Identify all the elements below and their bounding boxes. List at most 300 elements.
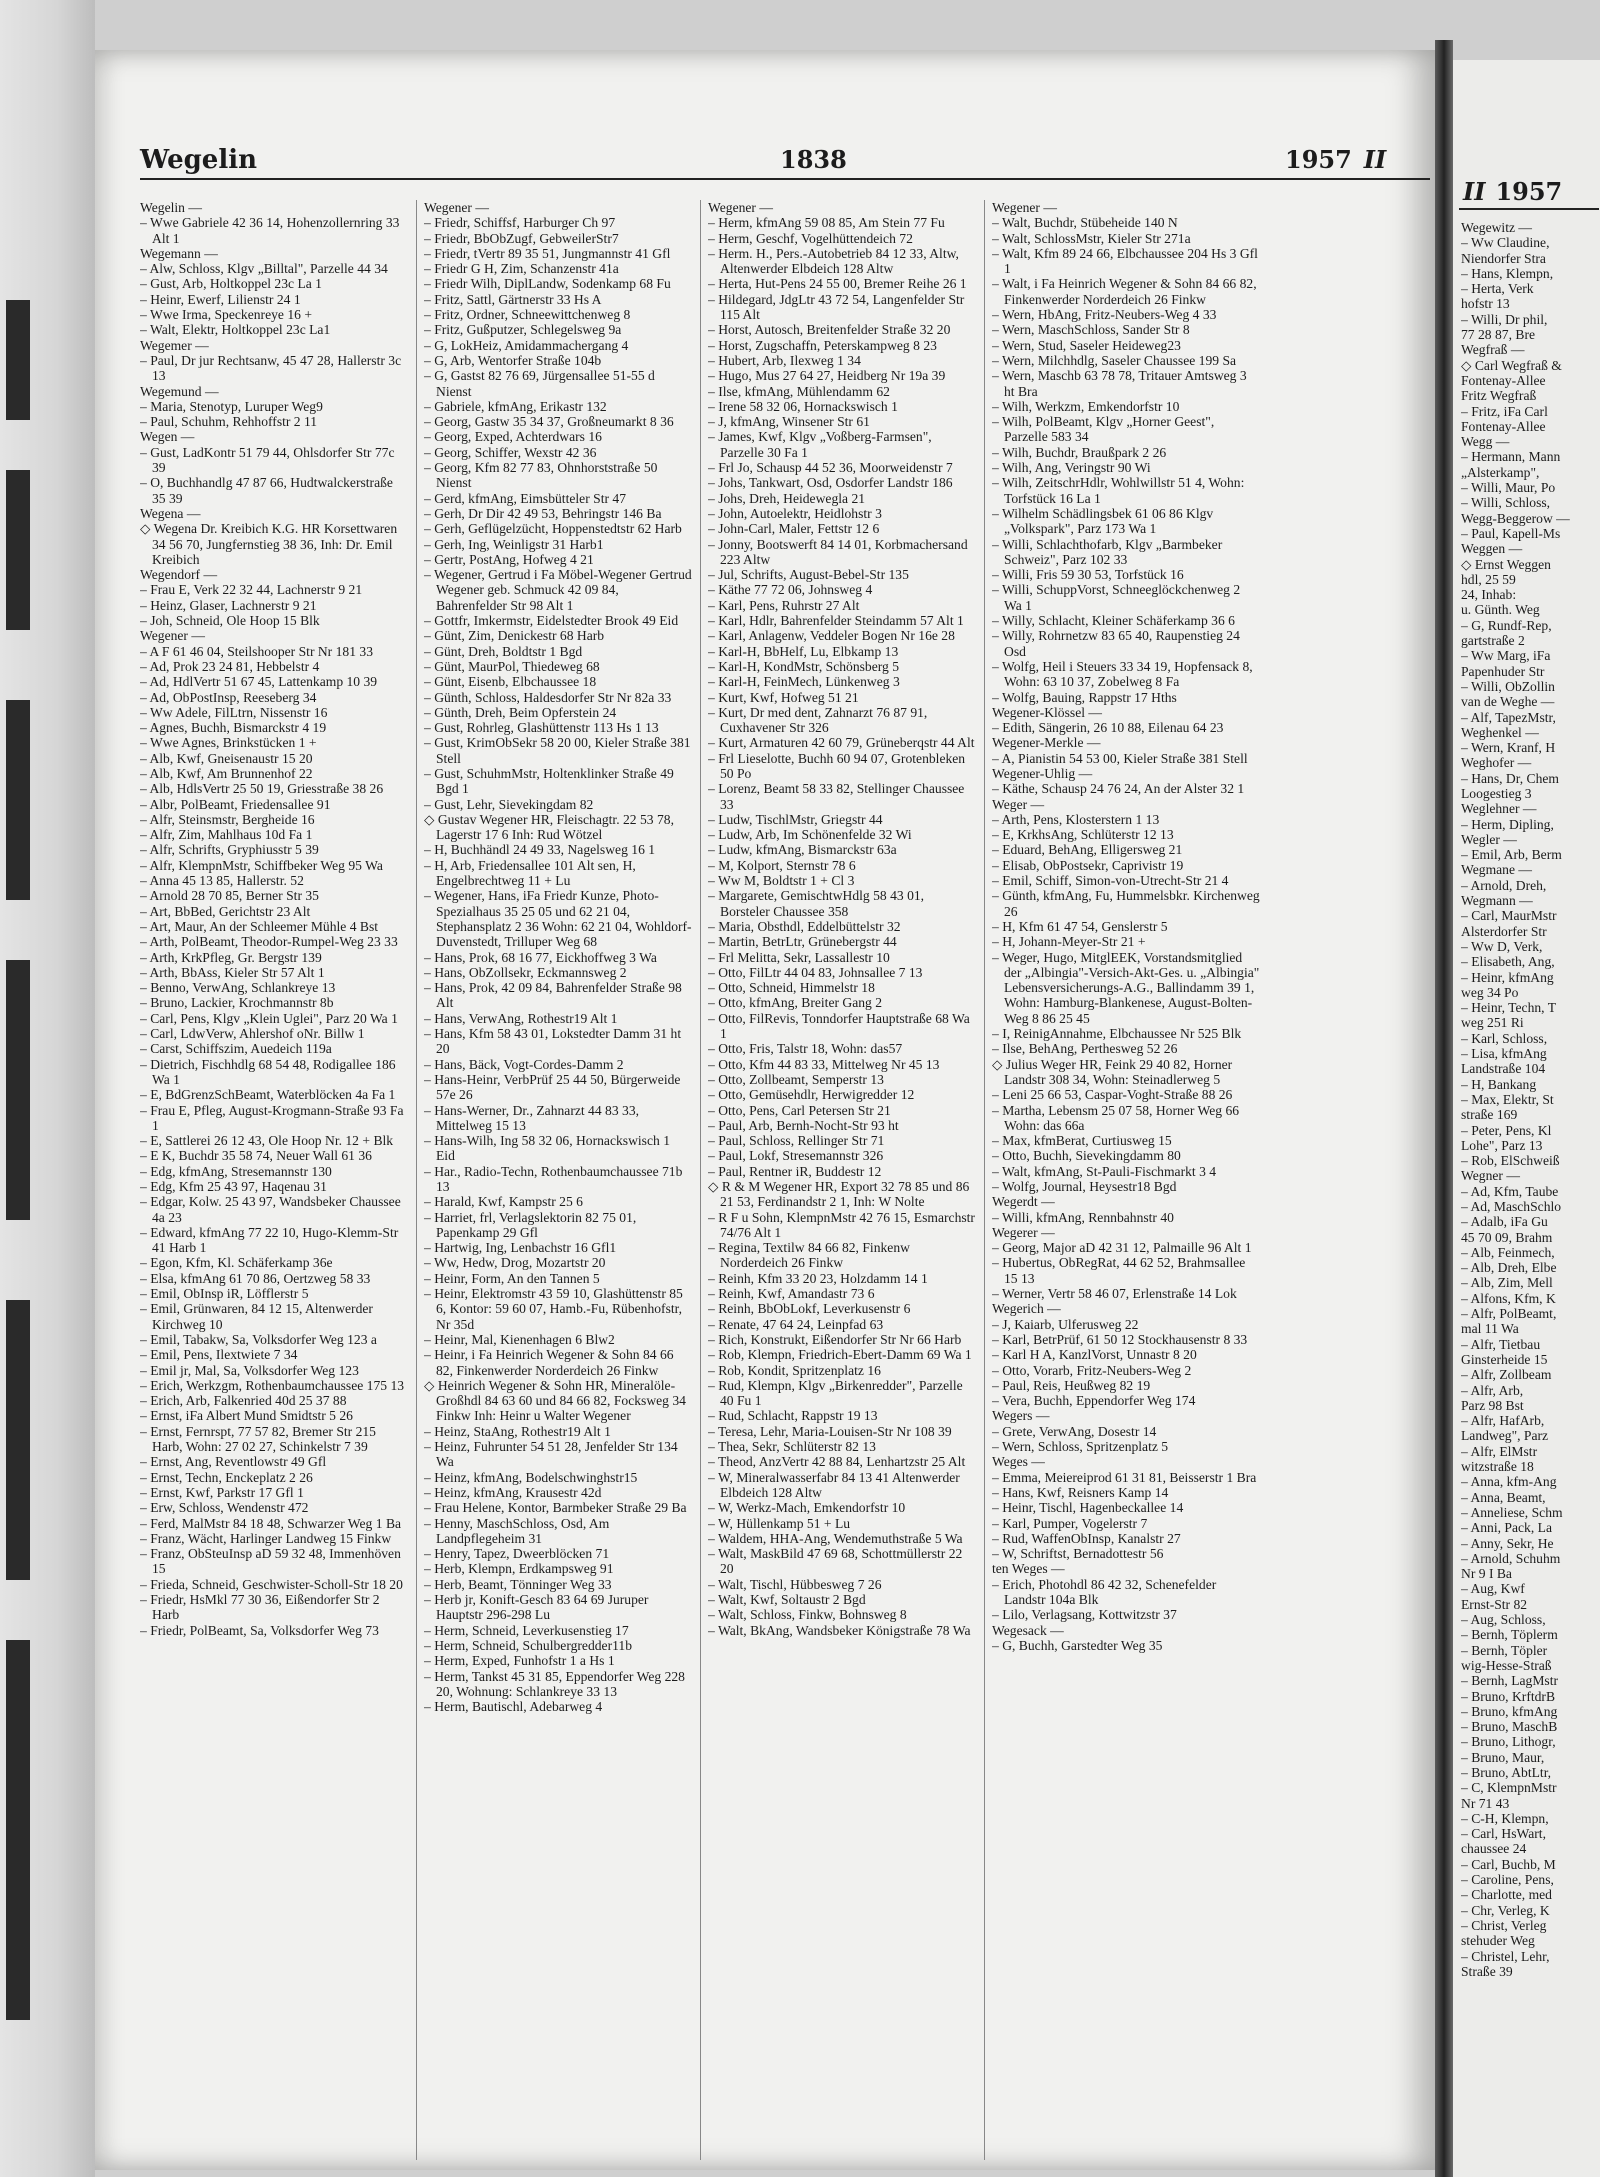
directory-entry: – Arnold, Schuhm: [1461, 1550, 1561, 1566]
binding-mark: [6, 700, 30, 900]
surname-heading: Wegener —: [140, 628, 205, 644]
directory-entry: – Bernh, LagMstr: [1461, 1673, 1559, 1689]
directory-entry: – Hans-Wilh, Ing 58 32 06, Hornackswisch 1 Eid: [424, 1133, 670, 1164]
directory-entry: – Herb, Beamt, Tönninger Weg 33: [424, 1576, 612, 1592]
directory-entry: – Ad, Kfm, Taube: [1461, 1183, 1559, 1199]
directory-entry: – Walt, MaskBild 47 69 68, Schottmüllerstr 22 20: [708, 1546, 963, 1577]
column-2: [424, 200, 692, 2160]
directory-entry: – Anni, Pack, La: [1461, 1520, 1552, 1536]
directory-entry: Fontenay-Allee: [1461, 372, 1546, 388]
directory-entry: „Alsterkamp",: [1461, 464, 1540, 480]
directory-entry: – Hans, Prok, 42 09 84, Bahrenfelder Straße 98 Alt: [424, 980, 682, 1011]
surname-heading: Wegers —: [992, 1408, 1050, 1424]
directory-entry: – Art, BbBed, Gerichtstr 23 Alt: [140, 903, 311, 919]
directory-entry: – Alfr, Arb,: [1461, 1382, 1524, 1398]
directory-entry: – Renate, 47 64 24, Leinpfad 63: [708, 1316, 884, 1332]
directory-entry: – Hans, ObZollsekr, Eckmannsweg 2: [424, 964, 627, 980]
directory-entry: hofstr 13: [1461, 296, 1510, 312]
directory-entry: – W, Hüllenkamp 51 + Lu: [708, 1515, 851, 1531]
directory-entry: – E, Sattlerei 26 12 43, Ole Hoop Nr. 12 + Blk: [140, 1133, 394, 1149]
directory-entry: – R F u Sohn, KlempnMstr 42 76 15, Esmarchstr 74/76 Alt 1: [708, 1209, 975, 1240]
directory-entry: – Alb, Dreh, Elbe: [1461, 1260, 1557, 1276]
directory-entry: – Herm, Schneid, Leverkusenstieg 17: [424, 1622, 629, 1638]
directory-entry: – Hildegard, JdgLtr 43 72 54, Langenfelder Str 115 Alt: [708, 291, 965, 323]
directory-entry: – Elisab, ObPostsekr, Caprivistr 19: [992, 857, 1184, 873]
directory-entry: – Lilo, Verlagsang, Kottwitzstr 37: [992, 1607, 1177, 1623]
directory-entry: – Ad, MaschSchlo: [1461, 1199, 1562, 1214]
directory-entry: – C, KlempnMstr: [1461, 1780, 1557, 1796]
column-4: [992, 200, 1260, 2160]
directory-entry: – Carl, MaurMstr: [1461, 908, 1557, 924]
directory-entry: – Karl, Pens, Ruhrstr 27 Alt: [708, 597, 860, 613]
directory-entry: – Ernst, Techn, Enckeplatz 2 26: [140, 1469, 313, 1485]
column-divider: [984, 200, 985, 2160]
directory-entry: – Erich, Arb, Falkenried 40d 25 37 88: [140, 1393, 347, 1409]
directory-entry: – Karl, Schloss,: [1461, 1030, 1548, 1046]
directory-entry: – Edward, kfmAng 77 22 10, Hugo-Klemm-Str 41 Harb 1: [140, 1224, 399, 1256]
directory-entry: – John-Carl, Maler, Fettstr 12 6: [708, 521, 880, 537]
directory-entry: – Georg, Schiffer, Wexstr 42 36: [424, 444, 597, 460]
directory-entry: – Aug, Kwf: [1461, 1581, 1525, 1597]
directory-entry: – Wilhelm Schädlingsbek 61 06 86 Klgv „Volkspark", Parz 173 Wa 1: [992, 505, 1214, 537]
surname-heading: ten Weges —: [992, 1561, 1065, 1577]
surname-heading: Weges —: [992, 1454, 1045, 1470]
directory-entry: 45 70 09, Brahm: [1461, 1229, 1553, 1245]
directory-entry: – Irene 58 32 06, Hornackswisch 1: [708, 398, 898, 414]
directory-entry: – Ad, Prok 23 24 81, Hebbelstr 4: [140, 658, 320, 674]
directory-entry: – Otto, Pens, Carl Petersen Str 21: [708, 1102, 891, 1118]
directory-entry: – Walt, Kwf, Soltaustr 2 Bgd: [708, 1592, 866, 1608]
surname-heading: Wegg —: [1461, 434, 1510, 450]
directory-entry: Fontenay-Allee: [1461, 418, 1546, 434]
directory-entry: – Wegener, Gertrud i Fa Möbel-Wegener Gertrud Wegener geb. Schmuck 42 09 84, Bahrenfelder Str 98 Alt 1: [424, 567, 692, 613]
directory-entry: Ernst-Str 82: [1461, 1596, 1528, 1612]
year: 1957: [1495, 177, 1563, 206]
directory-entry: – Herm, Schneid, Schulbergredder11b: [424, 1637, 633, 1653]
directory-entry: – James, Kwf, Klgv „Voßberg-Farmsen", Parzelle 30 Fa 1: [708, 429, 932, 460]
directory-entry: – Hans, Dr, Chem: [1461, 770, 1559, 786]
surname-heading: Weger —: [992, 796, 1045, 812]
directory-entry: – Edgar, Kolw. 25 43 97, Wandsbeker Chaussee 4a 23: [140, 1194, 401, 1225]
directory-entry: – Kurt, Kwf, Hofweg 51 21: [708, 689, 859, 705]
adjacent-page-header: [1463, 177, 1562, 206]
directory-entry: – Harald, Kwf, Kampstr 25 6: [424, 1194, 583, 1210]
directory-entry: – Hans, Prok, 68 16 77, Eickhoffweg 3 Wa: [424, 949, 657, 965]
directory-entry: – Herta, Hut-Pens 24 55 00, Bremer Reihe 26 1: [708, 276, 967, 292]
directory-entry: – Herb jr, Konift-Gesch 83 64 69 Juruper Hauptstr 296-298 Lu: [424, 1592, 649, 1623]
directory-entry: – Otto, FilLtr 44 04 83, Johnsallee 7 13: [708, 964, 923, 980]
directory-entry: – Elisabeth, Ang,: [1461, 954, 1555, 970]
directory-entry: – G, LokHeiz, Amidammachergang 4: [424, 337, 629, 353]
directory-entry: – Otto, kfmAng, Breiter Gang 2: [708, 995, 883, 1011]
directory-entry: – Günth, kfmAng, Fu, Hummelsbkr. Kirchenweg 26: [992, 888, 1260, 919]
directory-entry: – Georg, Gastw 35 34 37, Großneumarkt 8 36: [424, 414, 674, 430]
directory-entry: – H, Bankang: [1461, 1076, 1537, 1092]
directory-entry: – Otto, Vorarb, Fritz-Neubers-Weg 2: [992, 1362, 1192, 1378]
directory-entry: – Alfr, Steinsmstr, Bergheide 16: [140, 811, 315, 827]
directory-entry: – Bruno, kfmAng: [1461, 1703, 1558, 1719]
directory-entry: – J, kfmAng, Winsener Str 61: [708, 414, 870, 430]
directory-entry: – Alfr, HafArb,: [1461, 1413, 1545, 1429]
directory-entry: – Wern, HbAng, Fritz-Neubers-Weg 4 33: [992, 307, 1217, 323]
column-3: [708, 200, 976, 2160]
directory-entry: – Alfr, Zollbeam: [1461, 1367, 1552, 1383]
page-header-right: [1285, 145, 1386, 174]
directory-entry: – Willi, ObZollin: [1461, 678, 1555, 694]
directory-entry: – Rob, Klempn, Friedrich-Ebert-Damm 69 Wa 1: [708, 1347, 972, 1363]
directory-entry: Parz 98 Bst: [1461, 1397, 1524, 1413]
directory-entry: – Wern, Milchhdlg, Saseler Chaussee 199 Sa: [992, 352, 1237, 368]
directory-entry: – Ww Claudine,: [1461, 235, 1550, 251]
directory-entry: – Hartwig, Ing, Lenbachstr 16 Gfl1: [424, 1240, 617, 1256]
directory-entry: – Alfr, Zim, Mahlhaus 10d Fa 1: [140, 827, 313, 843]
directory-entry: ◇ Carl Wegfraß &: [1461, 357, 1562, 373]
directory-entry: – Hans, Kwf, Reisners Kamp 14: [992, 1484, 1169, 1500]
directory-entry: – Lorenz, Beamt 58 33 82, Stellinger Chaussee 33: [708, 781, 965, 812]
directory-entry: mal 11 Wa: [1461, 1321, 1519, 1337]
directory-entry: – Herta, Verk: [1461, 281, 1534, 297]
directory-entry: – Gerd, kfmAng, Eimsbütteler Str 47: [424, 490, 626, 506]
surname-heading: Wegerich —: [992, 1301, 1061, 1317]
directory-entry: – Anna, Beamt,: [1461, 1489, 1546, 1505]
directory-entry: – Karl-H, BbHelf, Lu, Elbkamp 13: [708, 643, 899, 659]
directory-entry: – Gabriele, kfmAng, Erikastr 132: [424, 398, 607, 414]
directory-entry: – G, Arb, Wentorfer Straße 104b: [424, 352, 602, 368]
directory-entry: – E, KrkhsAng, Schlüterstr 12 13: [992, 827, 1174, 843]
directory-entry: – Walt, Schloss, Finkw, Bohnsweg 8: [708, 1607, 907, 1623]
directory-entry: – Wolfg, Heil i Steuers 33 34 19, Hopfensack 8, Wohn: 63 10 37, Zobelweg 8 Fa: [992, 658, 1253, 690]
surname-heading: Wegener-Klössel —: [992, 704, 1102, 720]
directory-entry: – H, Buchhändl 24 49 33, Nagelsweg 16 1: [424, 842, 656, 858]
directory-entry: – Willi, Dr phil,: [1461, 311, 1548, 327]
directory-entry: – Wwe Gabriele 42 36 14, Hohenzollernring 33 Alt 1: [140, 215, 400, 246]
surname-heading: Wegmane —: [1461, 862, 1533, 878]
directory-entry: – Erw, Schloss, Wendenstr 472: [140, 1500, 309, 1516]
directory-entry: – Rud, Klempn, Klgv „Birkenredder", Parzelle 40 Fu 1: [708, 1377, 963, 1409]
directory-entry: – J, Kaiarb, Ulferusweg 22: [992, 1316, 1139, 1332]
directory-entry: – W, Schriftst, Bernadottestr 56: [992, 1546, 1164, 1562]
directory-entry: ◇ Heinrich Wegener & Sohn HR, Mineralöle-Großhdl 84 63 60 und 84 66 82, Focksweg 34 Finkw Inh: Heinr u Walter Wegener: [424, 1377, 686, 1424]
book-gutter: [1435, 40, 1453, 2177]
directory-entry: – Friedr, BbObZugf, GebweilerStr7: [424, 230, 619, 246]
surname-heading: Wegewitz —: [1461, 220, 1533, 235]
directory-entry: – Emil, ObInsp iR, Löfflerstr 5: [140, 1286, 309, 1302]
directory-entry: – Friedr, HsMkl 77 30 36, Eißendorfer Str 2 Harb: [140, 1592, 380, 1623]
directory-entry: – Rob, ElSchweiß: [1461, 1153, 1560, 1169]
directory-entry: Papenhuder Str: [1461, 663, 1545, 679]
directory-entry: – Alfr, Tietbau: [1461, 1336, 1541, 1352]
directory-entry: – Arth, PolBeamt, Theodor-Rumpel-Weg 23 33: [140, 934, 398, 950]
directory-entry: – Karl-H, KondMstr, Schönsberg 5: [708, 658, 900, 674]
directory-entry: – A F 61 46 04, Steilshooper Str Nr 181 33: [140, 643, 373, 659]
directory-entry: – Rob, Kondit, Spritzenplatz 16: [708, 1362, 881, 1378]
directory-entry: chaussee 24: [1461, 1841, 1527, 1857]
directory-entry: – Werner, Vertr 58 46 07, Erlenstraße 14 Lok: [992, 1286, 1237, 1302]
directory-entry: – Hans-Werner, Dr., Zahnarzt 44 83 33, Mittelweg 15 13: [424, 1102, 640, 1133]
directory-entry: – Horst, Autosch, Breitenfelder Straße 32 20: [708, 322, 951, 338]
directory-entry: – Wolfg, Journal, Heysestr18 Bgd: [992, 1179, 1177, 1194]
directory-entry: – Wwe Irma, Speckenreye 16 +: [140, 307, 312, 323]
directory-entry: – Rud, Schlacht, Rappstr 19 13: [708, 1408, 878, 1424]
directory-entry: – M, Kolport, Sternstr 78 6: [708, 857, 856, 873]
directory-entry: – Heinr, Form, An den Tannen 5: [424, 1270, 600, 1286]
directory-entry: – Willy, Rohrnetzw 83 65 40, Raupenstieg 24 Osd: [992, 628, 1240, 659]
directory-entry: – Otto, Schneid, Himmelstr 18: [708, 980, 875, 996]
directory-entry: – Arnold, Dreh,: [1461, 877, 1547, 893]
directory-entry: – Bernh, Töpler: [1461, 1642, 1548, 1658]
directory-entry: Lohe", Parz 13: [1461, 1137, 1543, 1153]
surname-heading: Wegemund —: [140, 383, 219, 399]
directory-entry: – Alfons, Kfm, K: [1461, 1290, 1556, 1306]
surname-heading: Wegmann —: [1461, 893, 1533, 909]
directory-entry: Ginsterheide 15: [1461, 1351, 1548, 1367]
directory-entry: – Franz, ObSteuInsp aD 59 32 48, Immenhöven 15: [140, 1546, 401, 1577]
directory-entry: – Heinr, Ewerf, Lilienstr 24 1: [140, 291, 301, 307]
directory-entry: – Paul, Lokf, Stresemannstr 326: [708, 1148, 884, 1164]
directory-entry: – Ludw, TischlMstr, Griegstr 44: [708, 811, 883, 827]
directory-entry: – Waldem, HHA-Ang, Wendemuthstraße 5 Wa: [708, 1530, 963, 1546]
directory-entry: – Ernst, Fernrspt, 77 57 82, Bremer Str 215 Harb, Wohn: 27 02 27, Schinkelstr 7 39: [140, 1423, 376, 1455]
directory-entry: – Grete, VerwAng, Dosestr 14: [992, 1423, 1157, 1439]
directory-entry: – Wwe Agnes, Brinkstücken 1 +: [140, 735, 317, 751]
directory-entry: – Ww Marg, iFa: [1461, 648, 1551, 664]
directory-entry: – Paul, Reis, Heußweg 82 19: [992, 1377, 1151, 1393]
directory-entry: – Christel, Lehr,: [1461, 1948, 1550, 1964]
directory-entry: – Wern, Schloss, Spritzenplatz 5: [992, 1439, 1169, 1455]
directory-entry: – Paul, Schloss, Rellinger Str 71: [708, 1133, 885, 1149]
directory-entry: – Heinr, kfmAng: [1461, 969, 1554, 985]
adjacent-column: [1461, 220, 1600, 2177]
directory-entry: – Max, Elektr, St: [1461, 1091, 1554, 1107]
directory-entry: – Alfr, PolBeamt,: [1461, 1306, 1557, 1322]
directory-entry: Nr 9 I Ba: [1461, 1566, 1512, 1582]
directory-entry: – Gerh, Ing, Weinligstr 31 Harb1: [424, 536, 604, 552]
directory-entry: Niendorfer Stra: [1461, 250, 1546, 266]
directory-entry: – Fritz, Ordner, Schneewittchenweg 8: [424, 307, 631, 323]
binding-mark: [6, 1640, 30, 2020]
directory-entry: – Ilse, kfmAng, Mühlendamm 62: [708, 383, 890, 399]
directory-entry: – Otto, Kfm 44 83 33, Mittelweg Nr 45 13: [708, 1056, 940, 1072]
directory-entry: – Gottfr, Imkermstr, Eidelstedter Brook 49 Eid: [424, 613, 679, 629]
directory-entry: – Günt, Zim, Denickestr 68 Harb: [424, 628, 605, 644]
surname-heading: Weglehner —: [1461, 801, 1537, 817]
directory-entry: – A, Pianistin 54 53 00, Kieler Straße 381 Stell: [992, 750, 1248, 766]
directory-entry: – Alfr, ElMstr: [1461, 1443, 1538, 1459]
directory-entry: – Bruno, Maur,: [1461, 1749, 1545, 1765]
directory-entry: – Herm, Bautischl, Adebarweg 4: [424, 1699, 603, 1715]
directory-entry: – Paul, Dr jur Rechtsanw, 45 47 28, Hallerstr 3c 13: [140, 352, 402, 384]
directory-entry: – Johs, Tankwart, Osd, Osdorfer Landstr 186: [708, 475, 953, 491]
directory-entry: – Willi, kfmAng, Rennbahnstr 40: [992, 1209, 1174, 1225]
directory-entry: – Wilh, ZeitschrHdlr, Wohlwillstr 51 4, Wohn: Torfstück 16 La 1: [992, 475, 1245, 506]
adjacent-page: [1453, 60, 1600, 2177]
directory-entry: stehuder Weg: [1461, 1933, 1535, 1949]
directory-entry: – Arnold 28 70 85, Berner Str 35: [140, 888, 319, 904]
directory-entry: – Willy, Schlacht, Kleiner Schäferkamp 36 6: [992, 613, 1235, 629]
surname-heading: Wegfraß —: [1461, 342, 1525, 358]
directory-entry: – Kurt, Armaturen 42 60 79, Grüneberqstr 44 Alt: [708, 735, 975, 751]
directory-entry: – Emil jr, Mal, Sa, Volksdorfer Weg 123: [140, 1362, 359, 1378]
directory-entry: – Ww M, Boldtstr 1 + Cl 3: [708, 873, 855, 889]
directory-entry: – Hans-Heinr, VerbPrüf 25 44 50, Bürgerweide 57e 26: [424, 1071, 681, 1103]
directory-entry: – Rud, WaffenObInsp, Kanalstr 27: [992, 1530, 1181, 1546]
directory-entry: – Heinr, Techn, T: [1461, 1000, 1557, 1016]
directory-entry: – Günt, MaurPol, Thiedeweg 68: [424, 658, 600, 674]
directory-entry: – Eduard, BehAng, Elligersweg 21: [992, 842, 1183, 858]
surname-heading: Wegena —: [140, 505, 201, 521]
directory-entry: – Peter, Pens, Kl: [1461, 1122, 1552, 1138]
directory-entry: – Otto, Zollbeamt, Semperstr 13: [708, 1071, 884, 1087]
directory-entry: – Hans, VerwAng, Rothestr19 Alt 1: [424, 1010, 618, 1026]
directory-entry: – Joh, Schneid, Ole Hoop 15 Blk: [140, 613, 320, 629]
directory-entry: – Günth, Dreh, Beim Opferstein 24: [424, 704, 617, 720]
directory-entry: weg 34 Po: [1461, 984, 1519, 1000]
surname-heading: Wegner —: [1461, 1168, 1520, 1184]
directory-entry: – Wern, Maschb 63 78 78, Tritauer Amtsweg 3 ht Bra: [992, 368, 1247, 399]
directory-entry: – Walt, Buchdr, Stübeheide 140 N: [992, 215, 1178, 231]
directory-entry: – Alb, HdlsVertr 25 50 19, Griesstraße 38 26: [140, 781, 384, 797]
column-1: [140, 200, 408, 2160]
directory-entry: ◇ R & M Wegener HR, Export 32 78 85 und 86 21 53, Ferdinandstr 2 1, Inh: W Nolte: [708, 1179, 970, 1210]
directory-entry: – Georg, Kfm 82 77 83, Ohnhorststraße 50 Nienst: [424, 460, 658, 491]
directory-entry: – Jul, Schrifts, August-Bebel-Str 135: [708, 567, 909, 583]
directory-entry: – Herm. H., Pers.-Autobetrieb 84 12 33, Altw, Altenwerder Elbdeich 128 Altw: [708, 245, 959, 277]
directory-entry: – Walt, SchlossMstr, Kieler Str 271a: [992, 230, 1191, 246]
directory-entry: – Bernh, Töplerm: [1461, 1627, 1558, 1643]
directory-entry: – Carl, Buchb, M: [1461, 1856, 1556, 1872]
directory-entry: – Theod, AnzVertr 42 88 84, Lenhartzstr 25 Alt: [708, 1454, 966, 1470]
directory-entry: – H, Johann-Meyer-Str 21 +: [992, 934, 1146, 950]
directory-entry: – Ferd, MalMstr 84 18 48, Schwarzer Weg 1 Ba: [140, 1515, 402, 1531]
directory-entry: – Frau E, Verk 22 32 44, Lachnerstr 9 21: [140, 582, 363, 598]
binding-mark: [6, 300, 30, 420]
surname-heading: Weghenkel —: [1461, 724, 1539, 740]
directory-entry: – Frau E, Pfleg, August-Krogmann-Straße 93 Fa 1: [140, 1102, 404, 1133]
directory-entry: – Hans, Bäck, Vogt-Cordes-Damm 2: [424, 1056, 624, 1072]
directory-entry: – Willi, Schloss,: [1461, 495, 1551, 511]
directory-entry: – Herb, Klempn, Erdkampsweg 91: [424, 1561, 614, 1577]
surname-heading: Wegelin —: [140, 200, 202, 215]
directory-entry: – Gust, LadKontr 51 79 44, Ohlsdorfer Str 77c 39: [140, 444, 395, 476]
directory-entry: – Frl Jo, Schausp 44 52 36, Moorweidenstr 7: [708, 460, 953, 476]
directory-entry: – Bruno, MaschB: [1461, 1719, 1558, 1735]
directory-entry: – Herm, Tankst 45 31 85, Eppendorfer Weg 228 20, Wohnung: Schlankreye 33 13: [424, 1668, 685, 1699]
directory-entry: – Wilh, PolBeamt, Klgv „Horner Geest", Parzelle 583 34: [992, 414, 1215, 445]
directory-entry: – Emil, Arb, Berm: [1461, 847, 1562, 863]
directory-entry: – Henry, Tapez, Dweerblöcken 71: [424, 1546, 610, 1562]
directory-entry: – Wilh, Buchdr, Braußpark 2 26: [992, 444, 1167, 460]
surname-heading: Weggen —: [1461, 541, 1523, 557]
directory-entry: – Karl H A, KanzlVorst, Unnastr 8 20: [992, 1347, 1197, 1363]
directory-entry: – Georg, Exped, Achterdwars 16: [424, 429, 602, 445]
directory-entry: – Benno, VerwAng, Schlankreye 13: [140, 980, 336, 996]
directory-entry: – Herm, Geschf, Vogelhüttendeich 72: [708, 230, 913, 246]
directory-entry: – I, ReinigAnnahme, Elbchaussee Nr 525 Blk: [992, 1026, 1242, 1042]
directory-entry: – Har., Radio-Techn, Rothenbaumchaussee 71b 13: [424, 1163, 683, 1194]
directory-entry: – Karl, Pumper, Vogelerstr 7: [992, 1515, 1148, 1531]
directory-entry: – Arth, KrkPfleg, Gr. Bergstr 139: [140, 949, 322, 965]
directory-entry: – Chr, Verleg, K: [1461, 1902, 1550, 1918]
directory-entry: – Reinh, BbObLokf, Leverkusenstr 6: [708, 1301, 911, 1317]
directory-entry: – Hermann, Mann: [1461, 449, 1561, 465]
page-number: 1838: [780, 145, 847, 174]
directory-entry: – Otto, Buchh, Sievekingdamm 80: [992, 1148, 1181, 1164]
directory-entry: – Bruno, AbtLtr,: [1461, 1764, 1552, 1780]
surname-heading: Wegener-Merkle —: [992, 735, 1101, 751]
directory-entry: – Heinr, Tischl, Hagenbeckallee 14: [992, 1500, 1184, 1516]
directory-entry: – Walt, i Fa Heinrich Wegener & Sohn 84 66 82, Finkenwerder Norderdeich 26 Finkw: [992, 276, 1257, 307]
directory-entry: – Georg, Major aD 42 31 12, Palmaille 96 Alt 1: [992, 1240, 1252, 1256]
directory-entry: Alsterdorfer Str: [1461, 923, 1547, 939]
volume-numeral: II: [1363, 145, 1387, 174]
column-divider: [416, 200, 417, 2160]
directory-entry: – Edg, Kfm 25 43 97, Haqenau 31: [140, 1179, 327, 1194]
directory-entry: – Teresa, Lehr, Maria-Louisen-Str Nr 108 39: [708, 1423, 952, 1439]
directory-entry: – Reinh, Kfm 33 20 23, Holzdamm 14 1: [708, 1270, 928, 1286]
directory-entry: – C-H, Klempn,: [1461, 1810, 1549, 1826]
directory-entry: Straße 39: [1461, 1963, 1513, 1979]
directory-entry: – Käthe, Schausp 24 76 24, An der Alster 32 1: [992, 781, 1245, 797]
directory-entry: – Hugo, Mus 27 64 27, Heidberg Nr 19a 39: [708, 368, 946, 384]
directory-entry: – Paul, Arb, Bernh-Nocht-Str 93 ht: [708, 1117, 899, 1133]
directory-entry: – Emil, Tabakw, Sa, Volksdorfer Weg 123 a: [140, 1331, 377, 1347]
directory-entry: – Edith, Sängerin, 26 10 88, Eilenau 64 23: [992, 720, 1224, 736]
directory-entry: – Harriet, frl, Verlagslektorin 82 75 01, Papenkamp 29 Gfl: [424, 1209, 637, 1240]
directory-entry: – Lisa, kfmAng: [1461, 1046, 1547, 1062]
directory-entry: – Aug, Schloss,: [1461, 1612, 1546, 1628]
directory-entry: – Hans, Kfm 58 43 01, Lokstedter Damm 31 ht 20: [424, 1026, 682, 1057]
directory-entry: – Fritz, iFa Carl: [1461, 403, 1548, 419]
directory-entry: – Alb, Kwf, Am Brunnenhof 22: [140, 765, 313, 781]
directory-entry: – Herm, kfmAng 59 08 85, Am Stein 77 Fu: [708, 215, 945, 231]
directory-entry: – Fritz, Gußputzer, Schlegelsweg 9a: [424, 322, 622, 338]
surname-heading: Wegener —: [424, 200, 489, 215]
directory-entry: – Martin, BetrLtr, Grünebergstr 44: [708, 934, 897, 950]
directory-entry: – Wegener, Hans, iFa Friedr Kunze, Photo-Spezialhaus 35 25 05 und 62 21 04, Stephansplatz 2 36 Wohn: 62 21 04, Wohldorf-Duvenstedt, Trilluper Weg 68: [424, 888, 692, 950]
directory-entry: – Frau Helene, Kontor, Barmbeker Straße 29 Ba: [424, 1500, 687, 1516]
directory-entry: – Gust, Lehr, Sievekingdam 82: [424, 796, 594, 812]
directory-entry: – Gust, SchuhmMstr, Holtenklinker Straße 49 Bgd 1: [424, 765, 674, 797]
directory-entry: – Bruno, Lackier, Krochmannstr 8b: [140, 995, 334, 1011]
directory-entry: – Frieda, Schneid, Geschwister-Scholl-Str 18 20: [140, 1576, 403, 1592]
directory-entry: – Horst, Zugschaffn, Peterskampweg 8 23: [708, 337, 937, 353]
directory-entry: – Egon, Kfm, Kl. Schäferkamp 36e: [140, 1255, 333, 1271]
surname-heading: Wegler —: [1461, 831, 1517, 847]
directory-entry: – Gerh, Dr Dir 42 49 53, Behringstr 146 Ba: [424, 505, 662, 521]
directory-entry: – Paul, Kapell-Ms: [1461, 525, 1561, 541]
directory-entry: – Alb, Feinmech,: [1461, 1244, 1555, 1260]
directory-entry: – Karl, Anlagenw, Veddeler Bogen Nr 16e 28: [708, 628, 955, 644]
directory-entry: – Frl Lieselotte, Buchh 60 94 07, Grotenbleken 50 Po: [708, 750, 966, 781]
directory-entry: – Ww, Hedw, Drog, Mozartstr 20: [424, 1255, 606, 1271]
directory-entry: – Heinz, StaAng, Rothestr19 Alt 1: [424, 1423, 611, 1439]
directory-entry: wig-Hesse-Straß: [1461, 1657, 1552, 1673]
directory-entry: – Martha, Lebensm 25 07 58, Horner Weg 66 Wohn: das 66a: [992, 1102, 1240, 1133]
directory-entry: – Friedr, Schiffsf, Harburger Ch 97: [424, 215, 616, 231]
directory-entry: – G, Rundf-Rep,: [1461, 617, 1552, 633]
directory-entry: – Friedr Wilh, DiplLandw, Sodenkamp 68 Fu: [424, 276, 671, 292]
surname-heading: Wegemer —: [140, 337, 209, 353]
directory-entry: – Carl, Pens, Klgv „Klein Uglei", Parz 20 Wa 1: [140, 1010, 398, 1026]
directory-entry: – Maria, Obsthdl, Eddelbüttelstr 32: [708, 918, 901, 934]
directory-entry: – Ww D, Verk,: [1461, 938, 1543, 954]
directory-entry: – Alfr, Schrifts, Gryphiusstr 5 39: [140, 842, 319, 858]
directory-entry: – Günt, Dreh, Boldtstr 1 Bgd: [424, 643, 583, 659]
directory-entry: – Ww Adele, FilLtrn, Nissenstr 16: [140, 704, 328, 720]
directory-entry: – Alb, Zim, Mell: [1461, 1275, 1553, 1291]
surname-heading: Wegerdt —: [992, 1194, 1055, 1210]
surname-heading: Wegener-Uhlig —: [992, 765, 1093, 781]
